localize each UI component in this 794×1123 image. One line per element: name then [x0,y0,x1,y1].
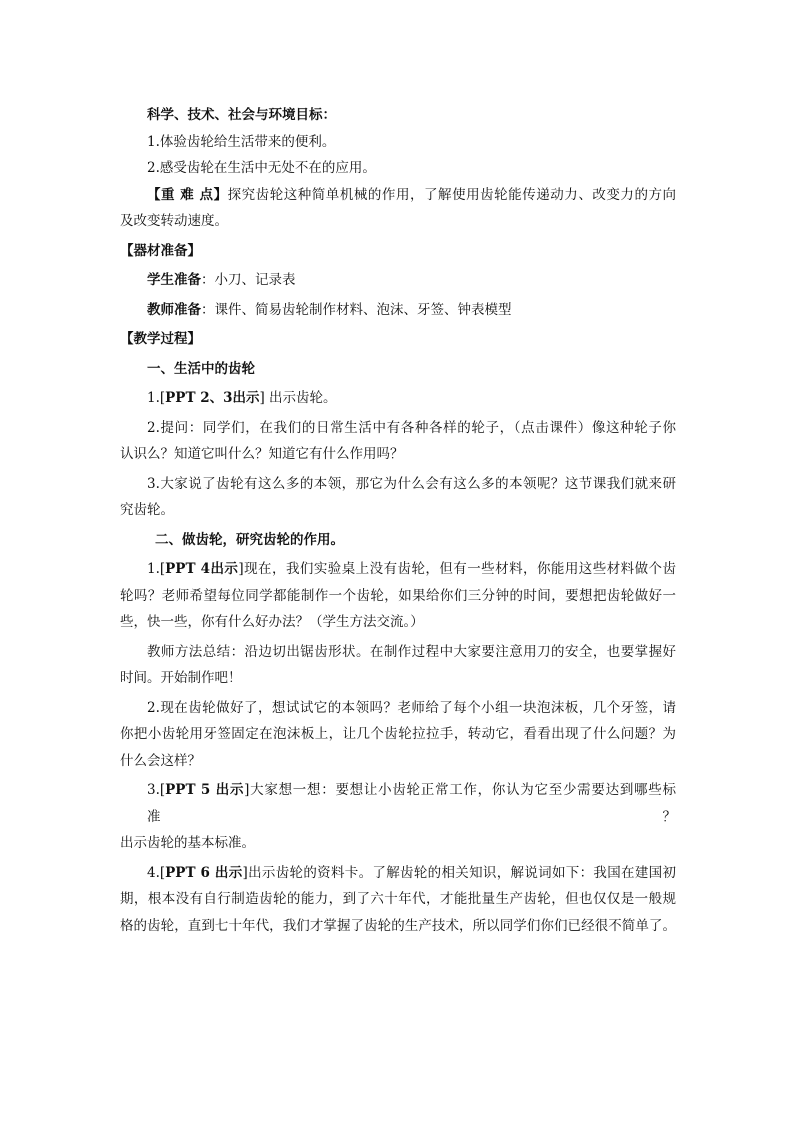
step-1-1: 1.[PPT 2、3出示] 出示齿轮。 [147,390,337,406]
subheading-make-gears: 二、做齿轮，研究齿轮的作用。 [155,531,344,548]
step-2-3-continued: 出示齿轮的基本标准。 [120,835,255,851]
section-heading-materials: 【器材准备】 [120,242,201,259]
step-1-2: 2.提问：同学们，在我们的日常生活中有各种各样的轮子，（点击课件）像这种轮子你 [147,419,676,436]
step-2-4-continued-a: 期，根本没有自行制造齿轮的能力，到了六十年代，才能批量生产齿轮，但也仅仅是一般规 [120,891,676,907]
step-2-4-continued-b: 格的齿轮，直到七十年代，我们才掌握了齿轮的生产技术，所以同学们你们已经很不简单了。 [120,917,676,934]
key-points-line: 【重 难 点】探究齿轮这种简单机械的作用，了解使用齿轮能传递动力、改变力的方向 [147,186,676,203]
step-2-3: 3.[PPT 5 出示]大家想一想：要想让小齿轮正常工作，你认为它至少需要达到哪些标准？ [147,782,676,825]
teacher-summary: 教师方法总结：沿边切出锯齿形状。在制作过程中大家要注意用刀的安全，也要掌握好 [147,643,676,660]
section-heading-process: 【教学过程】 [120,331,201,347]
step-2-1: 1.[PPT 4出示]现在，我们实验桌上没有齿轮，但有一些材料，你能用这些材料做个齿 [147,561,676,577]
step-1-3: 3.大家说了齿轮有这么多的本领，那它为什么会有这么多的本领呢？这节课我们就来研 [147,475,676,492]
step-1-3-continued: 究齿轮。 [120,502,174,518]
section-heading-science-goals: 科学、技术、社会与环境目标： [147,107,336,123]
goal-item-1: 1.体验齿轮给生活带来的便利。 [147,133,336,150]
teacher-summary-continued: 时间。开始制作吧！ [120,670,242,686]
step-2-4: 4.[PPT 6 出示]出示齿轮的资料卡。了解齿轮的相关知识，解说词如下：我国在建国初 [147,864,676,881]
step-2-1-continued-a: 轮吗？老师希望每位同学都能制作一个齿轮，如果给你们三分钟的时间，要想把齿轮做好一 [120,587,676,604]
step-2-2-continued-a: 你把小齿轮用牙签固定在泡沫板上，让几个齿轮拉拉手，转动它，看看出现了什么问题？为 [120,726,676,742]
student-materials: 学生准备：小刀、记录表 [147,272,296,288]
goal-item-2: 2.感受齿轮在生活中无处不在的应用。 [147,160,376,176]
teacher-materials: 教师准备：课件、简易齿轮制作材料、泡沫、牙签、钟表模型 [147,301,512,318]
subheading-gears-in-life: 一、生活中的齿轮 [147,360,255,377]
step-2-2: 2.现在齿轮做好了，想试试它的本领吗？老师给了每个小组一块泡沫板，几个牙签，请 [147,699,676,716]
step-2-2-continued-b: 什么会这样？ [120,752,201,769]
document-body [120,102,676,939]
step-2-1-continued-b: 些，快一些，你有什么好办法？（学生方法交流。） [120,614,424,630]
key-points-continued: 及改变转动速度。 [120,213,228,229]
step-1-2-continued: 认识么？知道它叫什么？知道它有什么作用吗？ [120,446,404,462]
